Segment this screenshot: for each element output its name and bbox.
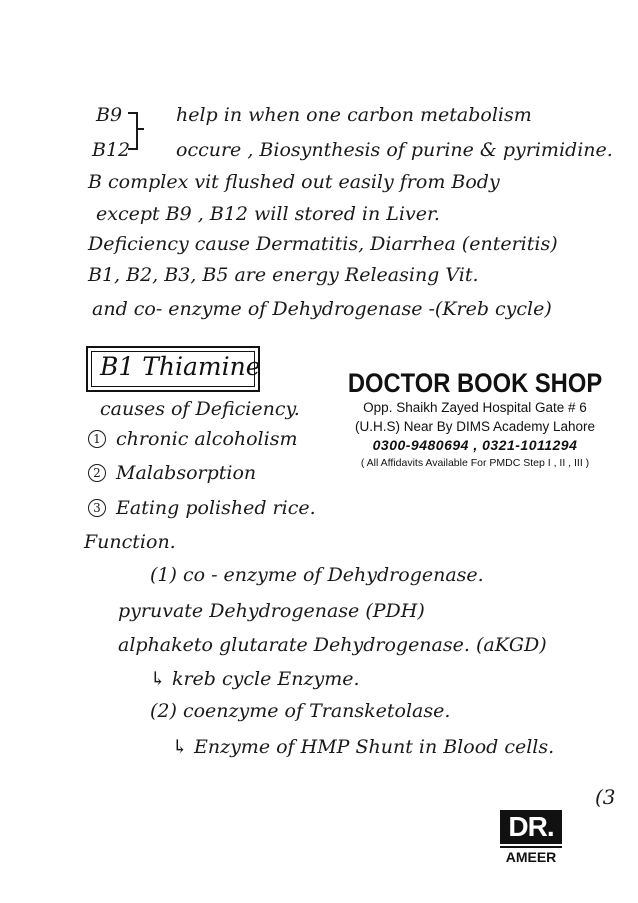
shop-note: ( All Affidavits Available For PMDC Step I , II , III ): [360, 457, 590, 469]
shop-address-2: (U.H.S) Near By DIMS Academy Lahore: [354, 419, 596, 434]
cause-text-3: Eating polished rice.: [116, 497, 316, 519]
number-2-icon: 2: [88, 464, 106, 482]
cause-item-2: [88, 462, 256, 484]
note-line-6: B1, B2, B3, B5 are energy Releasing Vit.: [88, 264, 479, 286]
section-heading: B1 Thiamine: [100, 352, 261, 381]
cause-text-2: Malabsorption: [116, 462, 257, 484]
note-b12-label: B12: [92, 139, 131, 161]
cause-text-1: chronic alcoholism: [116, 428, 298, 450]
note-line-7: and co- enzyme of Dehydrogenase -(Kreb cycle): [92, 298, 552, 320]
shop-stamp: [330, 368, 620, 471]
function-2: (2) coenzyme of Transketolase.: [150, 700, 451, 722]
note-line-4: except B9 , B12 will stored in Liver.: [96, 203, 440, 225]
function-2a: ↳ Enzyme of HMP Shunt in Blood cells.: [172, 736, 555, 758]
cause-item-1: [88, 428, 297, 450]
causes-label: causes of Deficiency.: [100, 398, 300, 420]
cause-item-3: [88, 497, 316, 519]
shop-address-1: Opp. Shaikh Zayed Hospital Gate # 6: [363, 400, 587, 415]
number-3-icon: 3: [88, 499, 106, 517]
note-b9-label: B9: [96, 104, 123, 126]
bracket-tick: [137, 128, 144, 130]
shop-name: DOCTOR BOOK SHOP: [347, 368, 603, 398]
function-1: (1) co - enzyme of Dehydrogenase.: [150, 564, 484, 586]
note-line-2: occure , Biosynthesis of purine & pyrimidine.: [176, 139, 613, 161]
logo-mark: DR.: [500, 810, 562, 844]
logo-name: AMEER: [500, 846, 562, 866]
note-line-1: help in when one carbon metabolism: [176, 104, 532, 126]
function-1a: pyruvate Dehydrogenase (PDH): [118, 600, 425, 622]
dr-ameer-logo: [500, 810, 562, 866]
function-1b: alphaketo glutarate Dehydrogenase. (aKGD): [118, 634, 547, 656]
function-1c: ↳ kreb cycle Enzyme.: [150, 668, 360, 690]
function-label: Function.: [84, 531, 176, 553]
number-1-icon: 1: [88, 430, 106, 448]
note-line-5: Deficiency cause Dermatitis, Diarrhea (enteritis): [88, 233, 558, 255]
note-line-3: B complex vit flushed out easily from Body: [88, 171, 500, 193]
page-number: (3: [595, 785, 616, 809]
shop-phone: 0300-9480694 , 0321-1011294: [372, 437, 578, 453]
